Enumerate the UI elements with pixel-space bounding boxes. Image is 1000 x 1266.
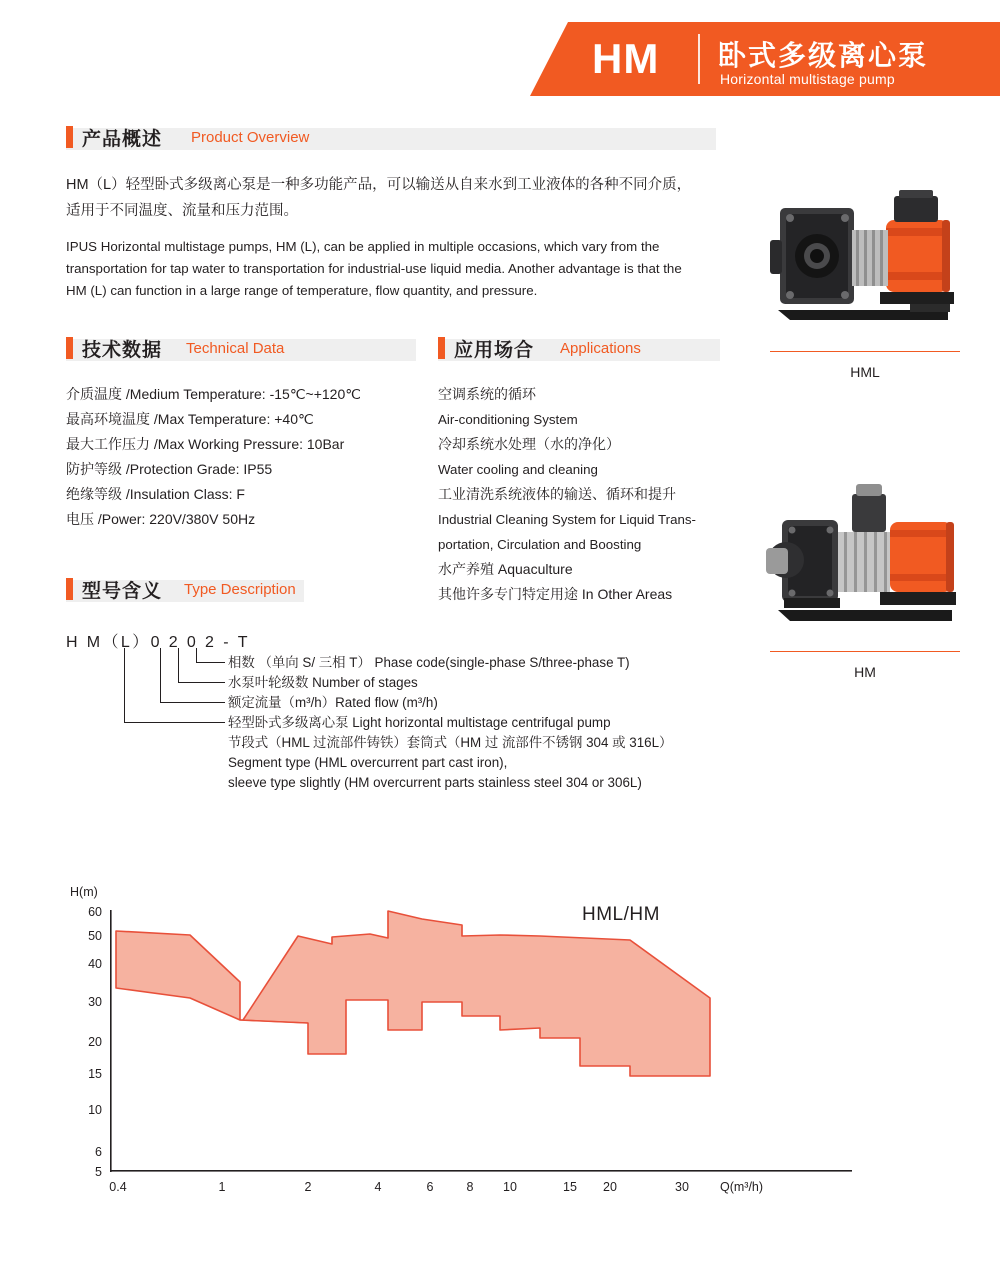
section-header-technical	[66, 337, 416, 363]
application-item: Water cooling and cleaning	[438, 462, 598, 477]
technical-data-list	[66, 382, 426, 532]
technical-item: 最高环境温度 /Max Temperature: +40℃	[66, 411, 314, 427]
technical-item: 电压 /Power: 220V/380V 50Hz	[66, 511, 256, 527]
section-header-type	[66, 578, 304, 604]
section-title-cn: 产品概述	[82, 129, 163, 150]
overview-en-line2: transportation for tap water to transportation for industrial-use liquid media. Another advantage is that the	[66, 261, 682, 276]
section-title-cn: 技术数据	[82, 340, 163, 361]
overview-cn-line2: 适用于不同温度、流量和压力范围。	[66, 203, 298, 219]
application-item: 空调系统的循环	[438, 386, 536, 402]
header-title-cn: 卧式多级离心泵	[718, 40, 929, 71]
type-line-segment-en2: sleeve type slightly (HM overcurrent parts stainless steel 304 or 306L)	[228, 775, 642, 790]
section-title-en: Technical Data	[186, 340, 285, 357]
application-item: Air-conditioning System	[438, 412, 578, 427]
header-divider	[698, 34, 700, 84]
applications-list	[438, 382, 758, 607]
x-tick-30: 30	[675, 1180, 689, 1194]
section-accent-tick	[66, 337, 73, 359]
application-item: 冷却系统水处理（水的净化）	[438, 436, 620, 452]
y-tick-50: 50	[88, 929, 102, 943]
product-rule	[770, 651, 960, 652]
pump-illustration-hml	[760, 168, 970, 343]
technical-item: 绝缘等级 /Insulation Class: F	[66, 486, 245, 502]
type-code: H M（L）0 2 0 2 - T	[66, 634, 250, 651]
product-image-hml	[760, 168, 970, 388]
type-line-phase: 相数 （单向 S/ 三相 T） Phase code(single-phase S/three-phase T)	[228, 655, 630, 670]
y-axis-title: H(m)	[70, 885, 98, 899]
type-line-pumptype: 轻型卧式多级离心泵 Light horizontal multistage centrifugal pump	[228, 715, 611, 730]
x-tick-15: 15	[563, 1180, 577, 1194]
type-line-segment-cn: 节段式（HML 过流部件铸铁）套筒式（HM 过 流部件不锈钢 304 或 316L）	[228, 735, 673, 750]
technical-item: 防护等级 /Protection Grade: IP55	[66, 461, 273, 477]
technical-item: 介质温度 /Medium Temperature: -15℃~+120℃	[66, 386, 361, 402]
section-accent-tick	[66, 578, 73, 600]
chart-envelope-area	[116, 911, 710, 1076]
application-item: Industrial Cleaning System for Liquid Trans-	[438, 512, 696, 527]
section-accent-tick	[66, 126, 73, 148]
x-tick-20: 20	[603, 1180, 617, 1194]
y-tick-10: 10	[88, 1103, 102, 1117]
section-accent-tick	[438, 337, 445, 359]
header-model: HM	[592, 35, 660, 82]
page-header	[530, 22, 1000, 96]
y-tick-15: 15	[88, 1067, 102, 1081]
section-title-en: Product Overview	[191, 129, 310, 146]
y-tick-5: 5	[95, 1165, 102, 1179]
y-tick-6: 6	[95, 1145, 102, 1159]
x-tick-10: 10	[503, 1180, 517, 1194]
chart-svg	[70, 880, 930, 1210]
overview-cn-line1: HM（L）轻型卧式多级离心泵是一种多功能产品，可以输送从自来水到工业液体的各种不同介质，	[66, 177, 692, 193]
type-line-flow: 额定流量（m³/h）Rated flow (m³/h)	[228, 695, 438, 710]
product-caption: HML	[850, 364, 880, 380]
product-image-hm	[760, 468, 970, 688]
y-tick-60: 60	[88, 905, 102, 919]
section-title-en: Type Description	[184, 581, 296, 598]
x-tick-0-4: 0.4	[109, 1180, 127, 1194]
y-tick-20: 20	[88, 1035, 102, 1049]
overview-en-line1: IPUS Horizontal multistage pumps, HM (L), can be applied in multiple occasions, which vary from the	[66, 239, 660, 254]
overview-en-line3: HM (L) can function in a large range of temperature, flow quantity, and pressure.	[66, 283, 538, 298]
section-title-cn: 应用场合	[454, 340, 535, 361]
chart-title: HML/HM	[582, 904, 660, 925]
section-title-en: Applications	[560, 340, 641, 357]
leader-line-type	[124, 648, 225, 723]
application-item: 工业清洗系统液体的输送、循环和提升	[438, 486, 676, 502]
application-item: portation, Circulation and Boosting	[438, 537, 642, 552]
type-line-segment-en1: Segment type (HML overcurrent part cast iron),	[228, 755, 508, 770]
performance-chart	[70, 880, 930, 1210]
pump-illustration-hm	[760, 468, 970, 643]
product-caption: HM	[854, 664, 876, 680]
y-tick-40: 40	[88, 957, 102, 971]
x-tick-6: 6	[426, 1180, 434, 1194]
x-axis-title: Q(m³/h)	[720, 1180, 764, 1194]
section-header-overview	[66, 126, 716, 152]
section-title-cn: 型号含义	[82, 581, 163, 602]
technical-item: 最大工作压力 /Max Working Pressure: 10Bar	[66, 436, 345, 452]
x-tick-4: 4	[374, 1180, 382, 1194]
x-tick-1: 1	[218, 1180, 226, 1194]
x-tick-8: 8	[466, 1180, 474, 1194]
type-line-stages: 水泵叶轮级数 Number of stages	[228, 675, 418, 690]
product-rule	[770, 351, 960, 352]
application-item: 水产养殖 Aquaculture	[438, 561, 573, 577]
section-header-applications	[438, 337, 720, 363]
x-tick-2: 2	[304, 1180, 312, 1194]
y-tick-30: 30	[88, 995, 102, 1009]
section-bar-background	[66, 128, 716, 150]
application-item: 其他许多专门特定用途 In Other Areas	[438, 586, 673, 602]
header-title-en: Horizontal multistage pump	[720, 71, 895, 87]
